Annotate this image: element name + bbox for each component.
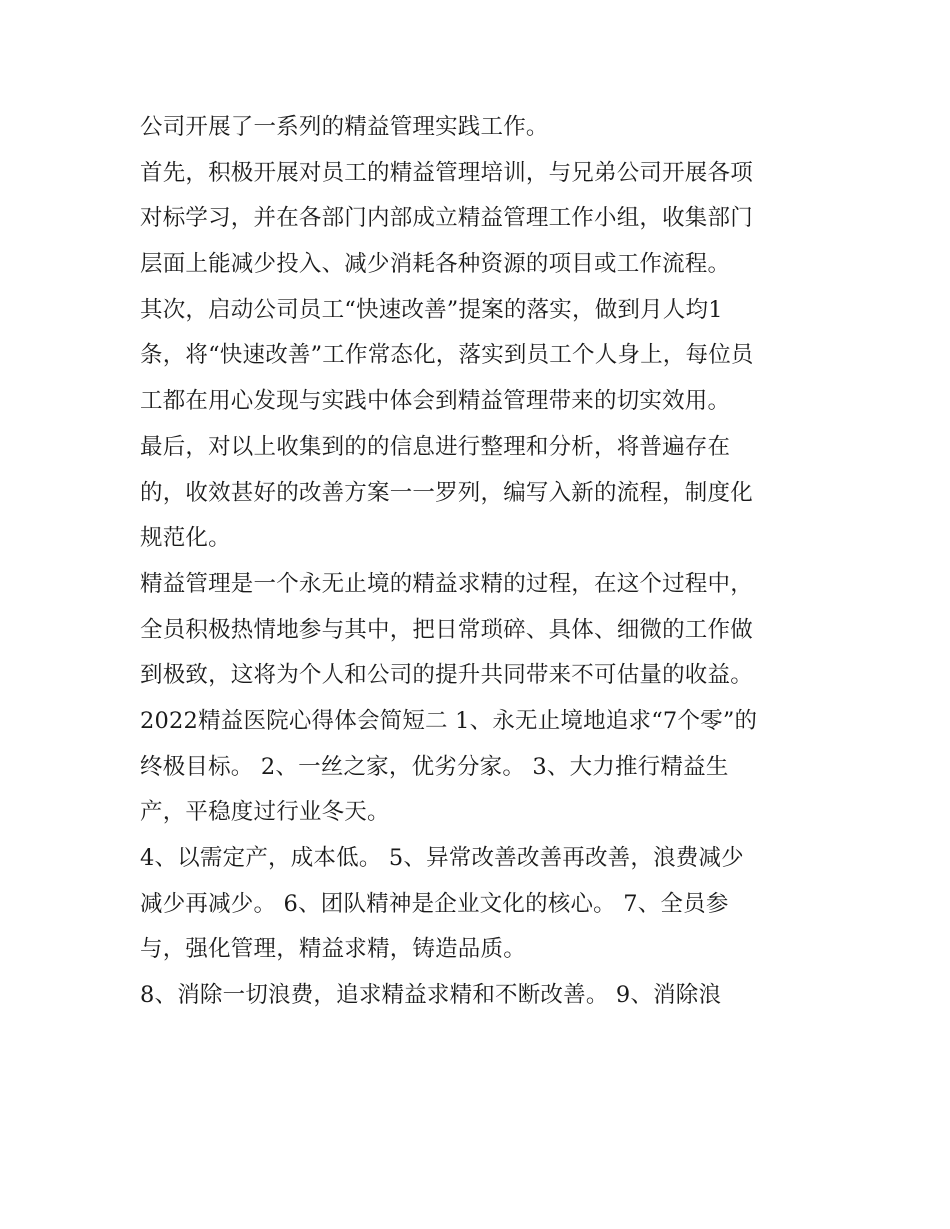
text-line: 减少再减少。 6、团队精神是企业文化的核心。 7、全员参 [140, 890, 729, 917]
text-line: 工都在用心发现与实践中体会到精益管理带来的切实效用。 [140, 388, 731, 415]
text-line: 公司开展了一系列的精益管理实践工作。 [140, 114, 549, 140]
text-line: 层面上能减少投入、减少消耗各种资源的项目或工作流程。 [140, 251, 731, 278]
text-line: 全员积极热情地参与其中，把日常琐碎、具体、细微的工作做 [140, 616, 753, 643]
text-line: 产，平稳度过行业冬天。 [140, 799, 390, 826]
text-line: 首先，积极开展对员工的精益管理培训，与兄弟公司开展各项 [140, 159, 753, 186]
text-line: 最后，对以上收集到的的信息进行整理和分析，将普遍存在 [140, 433, 731, 460]
text-line: 的，收效甚好的改善方案一一罗列，编写入新的流程，制度化 [140, 479, 753, 506]
text-line: 2022精益医院心得体会简短二 1、永无止境地追求“7个零”的 [140, 707, 758, 734]
text-line: 精益管理是一个永无止境的精益求精的过程，在这个过程中， [140, 570, 753, 597]
text-line: 其次，启动公司员工“快速改善”提案的落实，做到月人均1 [140, 296, 723, 323]
text-line: 到极致，这将为个人和公司的提升共同带来不可估量的收益。 [140, 662, 753, 689]
text-line: 规范化。 [140, 525, 231, 552]
text-line: 4、以需定产，成本低。 5、异常改善改善再改善，浪费减少 [140, 845, 744, 871]
document-body [140, 105, 830, 1019]
text-line: 8、消除一切浪费，追求精益求精和不断改善。 9、消除浪 [140, 982, 722, 1009]
text-line: 对标学习，并在各部门内部成立精益管理工作小组，收集部门 [140, 205, 753, 232]
text-line: 终极目标。 2、一丝之家，优劣分家。 3、大力推行精益生 [140, 753, 729, 780]
text-line: 与，强化管理，精益求精，铸造品质。 [140, 936, 526, 963]
text-line: 条，将“快速改善”工作常态化，落实到员工个人身上，每位员 [140, 342, 754, 369]
